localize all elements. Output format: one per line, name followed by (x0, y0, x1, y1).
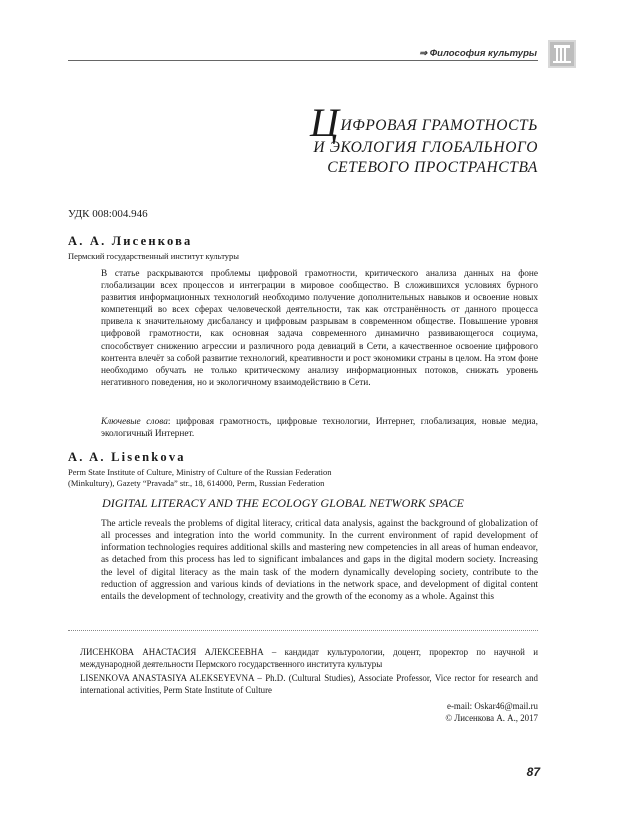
title-line-3: СЕТЕВОГО ПРОСТРАНСТВА (327, 159, 538, 176)
page-number: 87 (526, 765, 540, 779)
title-line-1 (200, 100, 538, 145)
udk-code: УДК 008:004.946 (68, 208, 148, 220)
author-email: e-mail: Oskar46@mail.ru (447, 701, 538, 711)
section-label: ⇒ Философия культуры (419, 48, 537, 59)
author-ru: А. А. Лисенкова (68, 234, 193, 248)
column-logo-icon (548, 40, 576, 68)
keywords-label: Ключевые слова (101, 417, 168, 427)
copyright: © Лисенкова А. А., 2017 (445, 713, 538, 723)
title-drop-cap: Ц (309, 100, 340, 145)
title-line-2: И ЭКОЛОГИЯ ГЛОБАЛЬНОГО (313, 139, 538, 156)
affiliation-en-line-2: (Minkultury), Gazety “Pravada” str., 18, 614000, Perm, Russian Federation (68, 478, 325, 488)
title-en: DIGITAL LITERACY AND THE ECOLOGY GLOBAL NETWORK SPACE (102, 496, 464, 510)
affiliation-en-line-1: Perm State Institute of Culture, Ministry of Culture of the Russian Federation (68, 467, 332, 477)
header-rule (68, 60, 538, 61)
abstract-ru: В статье раскрываются проблемы цифровой грамотности, критического анализа данных на фоне глобализации всех процессов и интеграции в мировое сообщество. В сложившихся условиях бурного развития информационных технологий необходимо получение дополнительных навыков и освоение новых компетенций во всех сферах человеческой деятельности, так как отстранённость от данного процесса привела к значительному дисбалансу и цифровым разрывам в современном обществе. Повышение уровня цифровой грамотности, как основная задача современного динамично развивающегося социума, способствует снижению агрессии и различного рода девиаций в Сети, а качественное освоение цифрового контента влечёт за собой развитие технологий, креативности и рост экономики страны в целом. На этом фоне необходимо обучать не только критическому анализу информационных потоков, снижать уровень негативного поведения, но и экологичному взаимодействию в Сети. (101, 269, 538, 388)
bio-en: LISENKOVA ANASTASIYA ALEKSEYEVNA – Ph.D. (Cultural Studies), Associate Professor, Vice rector for research and international activities, Perm State Institute of Culture (80, 673, 538, 695)
keywords-text: : цифровая грамотность, цифровые технологии, Интернет, глобализация, новые медиа, экологичный Интернет. (101, 417, 538, 440)
abstract-en: The article reveals the problems of digital literacy, critical data analysis, against the background of globalization of all processes and integration into the world community. In the current environment of rapid development of information technologies requires additional skills and mastering new competencies in all areas of human endeavor, as detached from this process has led to significant imbalances and gaps in the digital modern society. Increasing the level of digital literacy as the main task of the modern dynamically developing society, contribute to the reduction of aggression and various kinds of deviations in the network space, and development of digital content entails the development of technology, creativity and the growth of the economy as a whole. Against this (101, 519, 538, 602)
footnote-divider (68, 630, 538, 631)
keywords-ru (101, 416, 538, 440)
affiliation-ru: Пермский государственный институт культуры (68, 251, 240, 261)
author-en: A. A. Lisenkova (68, 450, 186, 464)
article-title (200, 100, 538, 178)
bio-ru: ЛИСЕНКОВА АНАСТАСИЯ АЛЕКСЕЕВНА – кандидат культурологии, доцент, проректор по научной и международной деятельности Пермского государственного института культуры (80, 647, 538, 669)
title-line-1-rest: ИФРОВАЯ ГРАМОТНОСТЬ (340, 117, 538, 134)
